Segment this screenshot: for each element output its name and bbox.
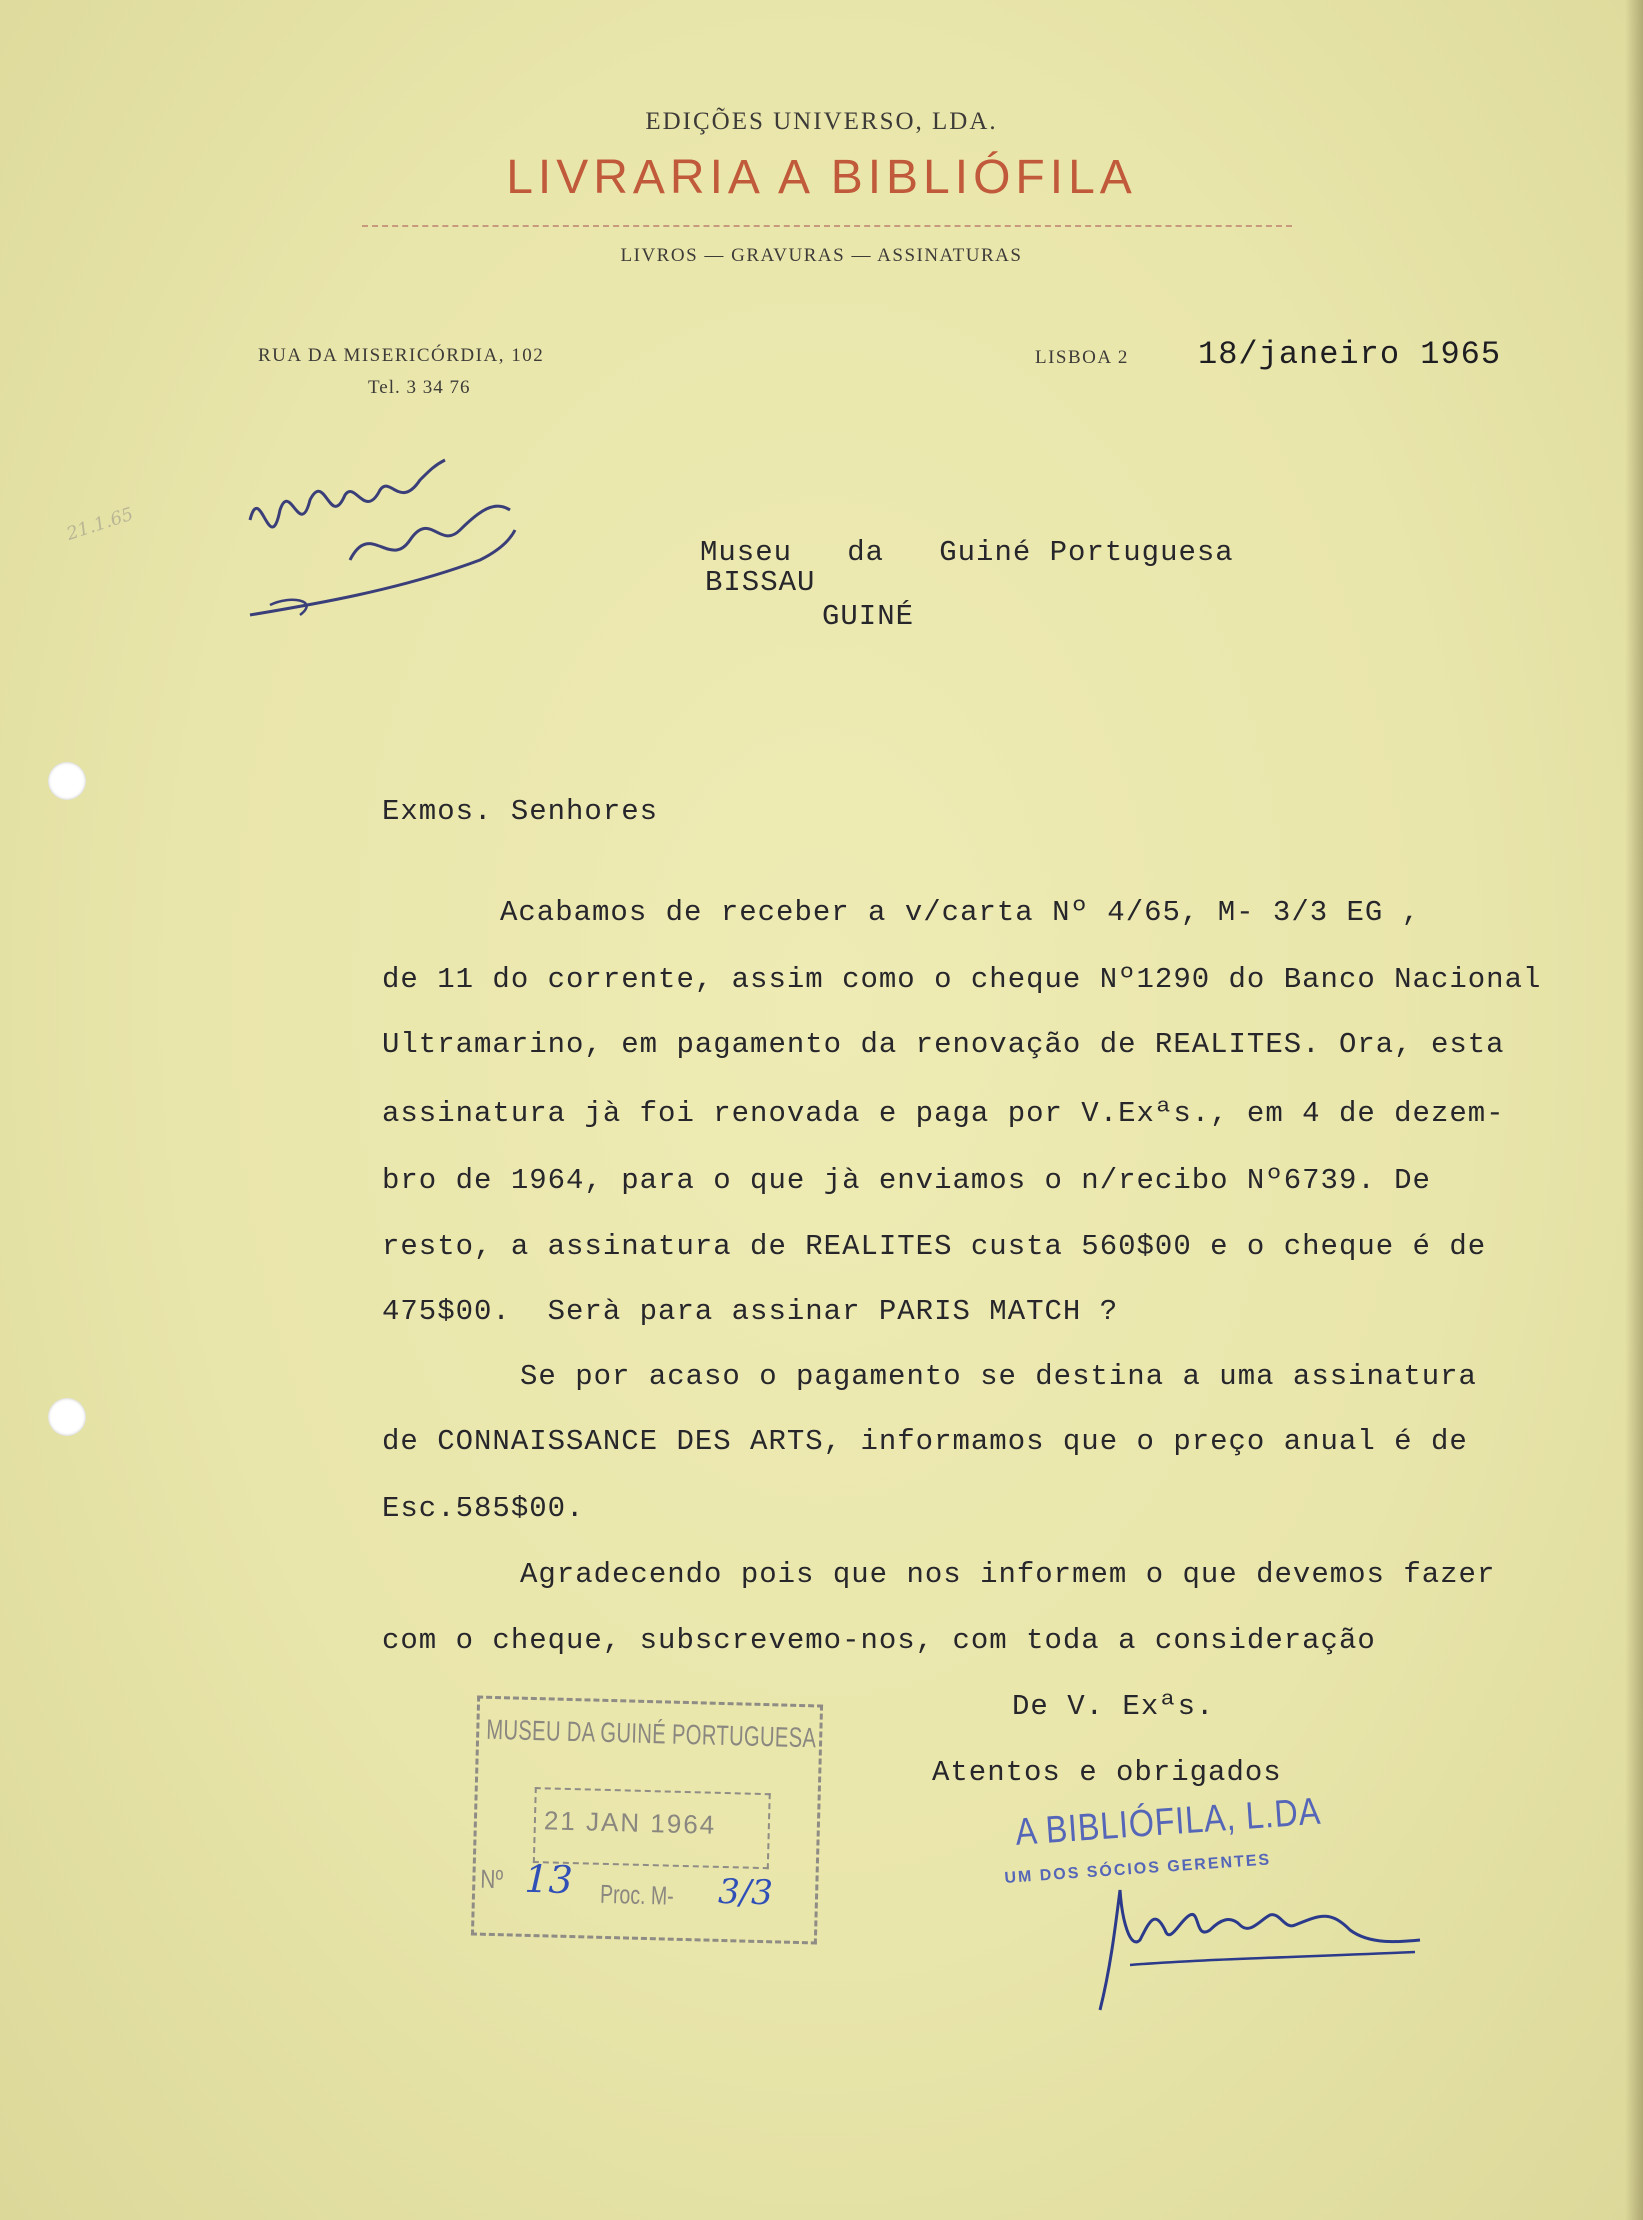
letterhead-company: EDIÇÕES UNIVERSO, LDA. xyxy=(645,108,998,135)
recipient-line-1: Museu da Guiné Portuguesa xyxy=(700,536,1234,569)
received-stamp-museum: MUSEU DA GUINÉ PORTUGUESA xyxy=(485,1713,817,1754)
punch-hole-bottom xyxy=(48,1398,86,1436)
body-line: Ultramarino, em pagamento da renovação de REALITES. Ora, esta xyxy=(382,1028,1505,1061)
company-stamp-name: A BIBLIÓFILA, L.DA xyxy=(1014,1790,1323,1854)
body-line: resto, a assinatura de REALITES custa 560$00 e o cheque é de xyxy=(382,1230,1487,1263)
body-line: de 11 do corrente, assim como o cheque Nº1290 do Banco Nacional xyxy=(382,963,1542,996)
received-stamp-date: 21 JAN 1964 xyxy=(543,1805,717,1840)
salutation: Exmos. Senhores xyxy=(382,795,659,828)
recipient-line-3: GUINÉ xyxy=(822,600,915,633)
annotation-faint-date: 21.1.65 xyxy=(64,503,136,545)
received-stamp xyxy=(471,1696,823,1945)
letterhead-phone: Tel. 3 34 76 xyxy=(368,377,471,398)
body-line: Se por acaso o pagamento se destina a uma assinatura xyxy=(520,1360,1477,1393)
received-stamp-process-label: Proc. M- xyxy=(599,1878,675,1911)
page-edge-shadow xyxy=(1625,0,1643,2220)
closing-line-2: Atentos e obrigados xyxy=(932,1756,1282,1789)
body-line: com o cheque, subscrevemo-nos, com toda a consideração xyxy=(382,1624,1376,1657)
received-stamp-number-label: Nº xyxy=(480,1863,504,1895)
received-stamp-number-value: 13 xyxy=(523,1856,574,1903)
letterhead-divider xyxy=(362,225,1292,227)
letter-date: 18/janeiro 1965 xyxy=(1198,336,1502,373)
body-line: 475$00. Serà para assinar PARIS MATCH ? xyxy=(382,1295,1119,1328)
body-line: de CONNAISSANCE DES ARTS, informamos que o preço anual é de xyxy=(382,1425,1468,1458)
body-line: Acabamos de receber a v/carta Nº 4/65, M- 3/3 EG , xyxy=(500,896,1421,929)
body-line: assinatura jà foi renovada e paga por V.Exªs., em 4 de dezem- xyxy=(382,1097,1505,1130)
received-stamp-process-value: 3/3 xyxy=(717,1871,774,1914)
letterhead-name: LIVRARIA A BIBLIÓFILA xyxy=(506,151,1137,204)
punch-hole-top xyxy=(48,762,86,800)
closing-line-1: De V. Exªs. xyxy=(1012,1690,1215,1723)
body-line: Agradecendo pois que nos informem o que devemos fazer xyxy=(520,1558,1496,1591)
signature-icon xyxy=(1070,1860,1430,2020)
company-stamp-role: UM DOS SÓCIOS GERENTES xyxy=(1004,1851,1272,1887)
recipient-line-2: BISSAU xyxy=(705,566,816,599)
letterhead-tagline: LIVROS — GRAVURAS — ASSINATURAS xyxy=(620,245,1023,266)
letterhead-address: RUA DA MISERICÓRDIA, 102 xyxy=(258,345,545,366)
body-line: Esc.585$00. xyxy=(382,1492,585,1525)
letterhead-city: LISBOA 2 xyxy=(1035,347,1129,368)
body-line: bro de 1964, para o que jà enviamos o n/recibo Nº6739. De xyxy=(382,1164,1431,1197)
